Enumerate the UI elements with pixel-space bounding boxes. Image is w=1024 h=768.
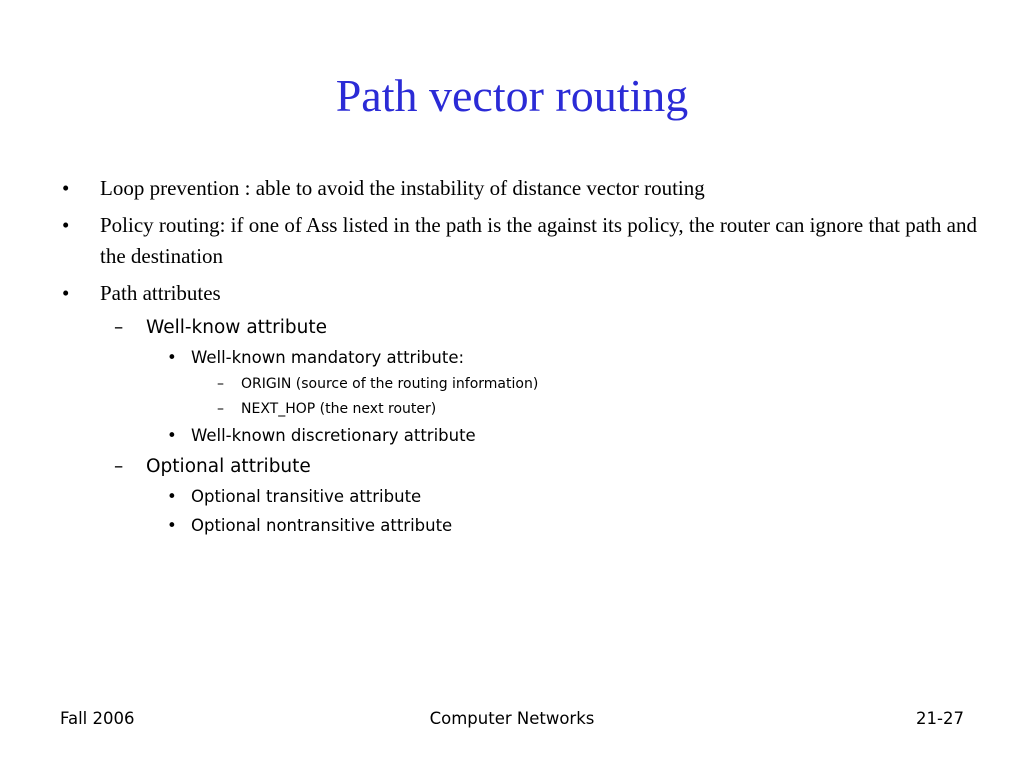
subitem-discretionary-attribute: Well-known discretionary attribute [191,426,476,445]
bullet-policy-routing: Policy routing: if one of Ass listed in the path is the against its policy, the router can ignore that path and the destination [100,213,977,268]
bullet-loop-prevention: Loop prevention : able to avoid the instability of distance vector routing [100,176,705,200]
bullet-path-attributes: Path attributes [100,281,221,305]
footer-slide-number: 21-27 [916,709,964,728]
bullet-icon: • [167,516,177,535]
bullet-icon: • [167,348,177,367]
dash-icon: – [217,376,224,392]
subitem-origin: ORIGIN (source of the routing information) [241,376,539,392]
subitem-optional-transitive: Optional transitive attribute [191,487,422,506]
bullet-icon: • [167,487,177,506]
footer-course-title: Computer Networks [429,709,595,728]
subitem-well-know-attribute: Well-know attribute [146,317,328,338]
dash-icon: – [114,456,124,477]
dash-icon: – [114,317,124,338]
subitem-mandatory-attribute: Well-known mandatory attribute: [191,348,465,367]
subitem-next-hop: NEXT_HOP (the next router) [241,401,437,417]
bullet-icon: • [167,426,177,445]
slide-title: Path vector routing [335,70,689,121]
subitem-optional-nontransitive: Optional nontransitive attribute [191,516,453,535]
subitem-optional-attribute: Optional attribute [146,456,311,477]
bullet-icon: • [62,213,70,237]
footer-date: Fall 2006 [60,709,135,728]
bullet-icon: • [62,281,70,305]
bullet-icon: • [62,176,70,200]
dash-icon: – [217,401,224,417]
